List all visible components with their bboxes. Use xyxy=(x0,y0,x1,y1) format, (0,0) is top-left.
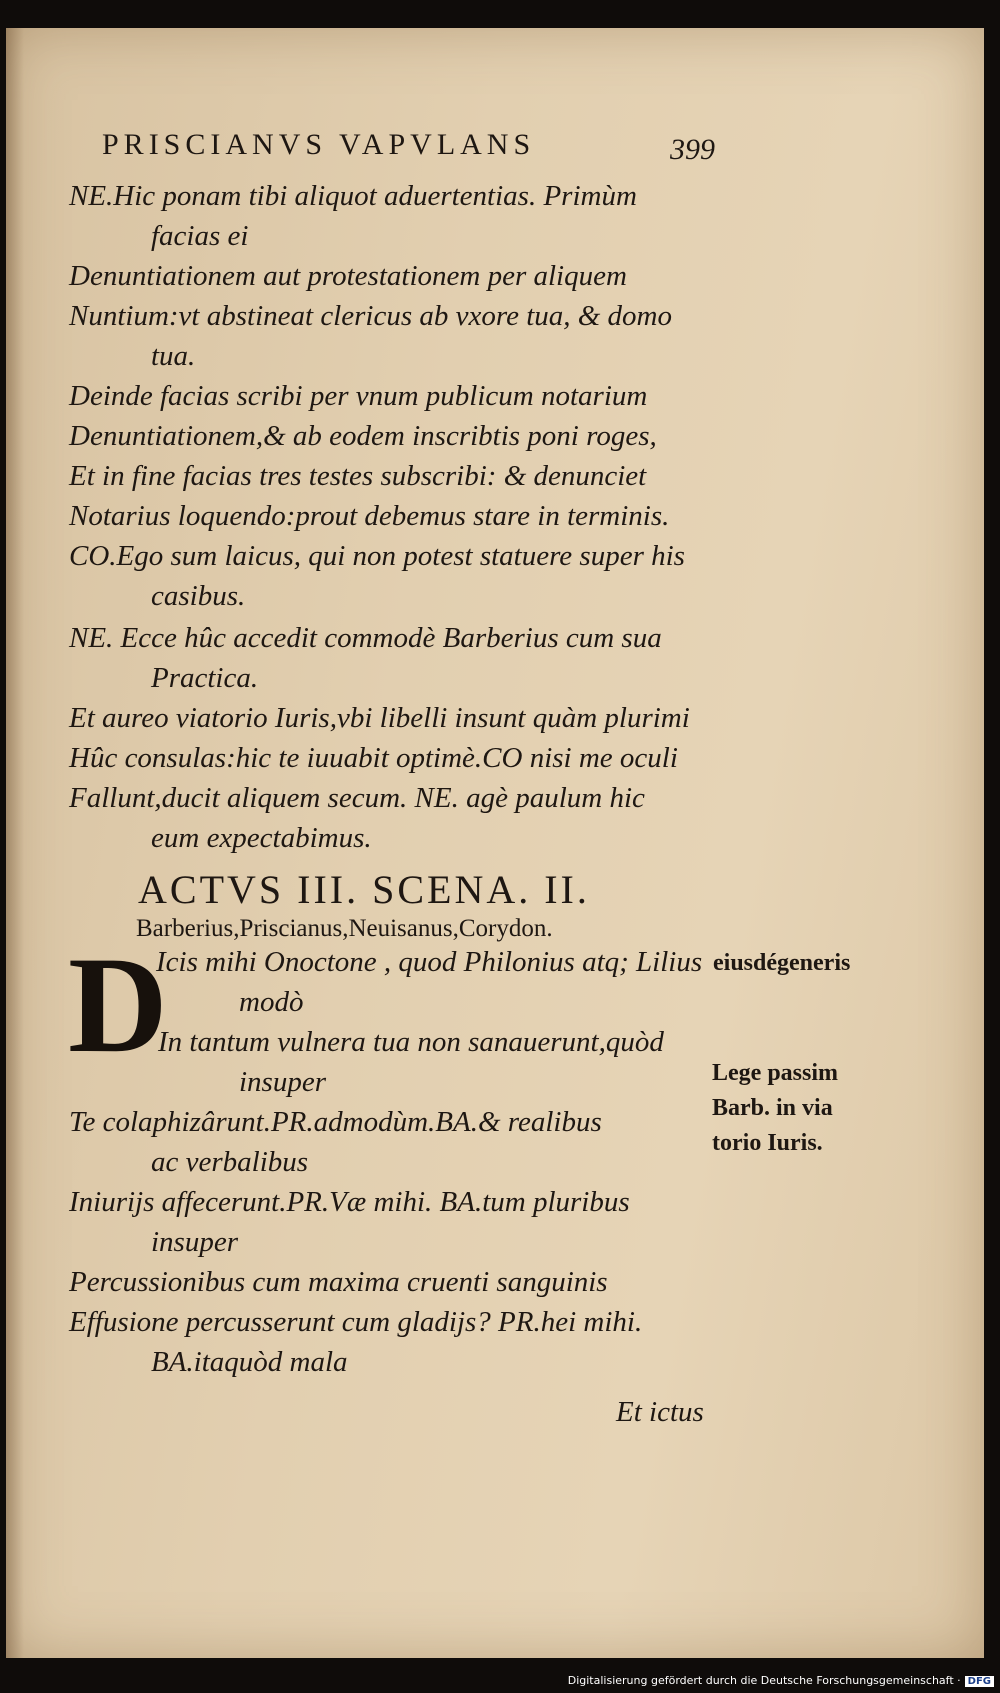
marginal-note: Lege passim xyxy=(712,1060,838,1086)
text-line: facias ei xyxy=(151,220,249,252)
text-line: NE.Hic ponam tibi aliquot aduertentias. Primùm xyxy=(69,180,637,212)
credit-text: Digitalisierung gefördert durch die Deutsche Forschungsgemeinschaft · xyxy=(567,1674,961,1687)
scene-heading: ACTVS III. SCENA. II. xyxy=(138,867,590,912)
text-line: Effusione percusserunt cum gladijs? PR.hei mihi. xyxy=(69,1306,643,1338)
text-line: Te colaphizârunt.PR.admodùm.BA.& realibus xyxy=(69,1106,602,1138)
digitization-credit xyxy=(568,1674,994,1687)
text-line: Denuntiationem aut protestationem per aliquem xyxy=(69,260,627,292)
book-page xyxy=(6,28,984,1658)
running-title: PRISCIANVS VAPVLANS xyxy=(102,128,536,161)
text-line: CO.Ego sum laicus, qui non potest statuere super his xyxy=(69,540,685,572)
cast-list: Barberius,Priscianus,Neuisanus,Corydon. xyxy=(136,915,553,942)
text-line: Deinde facias scribi per vnum publicum notarium xyxy=(69,380,648,412)
text-line: Fallunt,ducit aliquem secum. NE. agè paulum hic xyxy=(69,782,645,814)
marginal-note: torio Iuris. xyxy=(712,1130,823,1156)
text-line: tua. xyxy=(151,340,196,372)
text-line: Practica. xyxy=(151,662,259,694)
dfg-logo: DFG xyxy=(965,1676,994,1687)
drop-cap: D xyxy=(68,928,168,1081)
text-line: insuper xyxy=(151,1226,238,1258)
text-line: NE. Ecce hûc accedit commodè Barberius cum sua xyxy=(69,622,662,654)
text-line: casibus. xyxy=(151,580,246,612)
text-line: Percussionibus cum maxima cruenti sanguinis xyxy=(69,1266,608,1298)
page-number: 399 xyxy=(670,133,715,166)
text-line: Iniurijs affecerunt.PR.Væ mihi. BA.tum pluribus xyxy=(69,1186,630,1218)
text-line: BA.itaquòd mala xyxy=(151,1346,348,1378)
text-line: Et in fine facias tres testes subscribi: & denunciet xyxy=(69,460,647,492)
text-line: Notarius loquendo:prout debemus stare in terminis. xyxy=(69,500,670,532)
marginal-note: eiusdégeneris xyxy=(713,950,851,976)
text-line: modò xyxy=(239,986,304,1018)
text-line: ac verbalibus xyxy=(151,1146,309,1178)
text-line: Et aureo viatorio Iuris,vbi libelli insunt quàm plurimi xyxy=(69,702,690,734)
text-line: eum expectabimus. xyxy=(151,822,372,854)
text-line: Nuntium:vt abstineat clericus ab vxore tua, & domo xyxy=(69,300,672,332)
text-line: Denuntiationem,& ab eodem inscribtis poni roges, xyxy=(69,420,657,452)
text-line: Icis mihi Onoctone , quod Philonius atq; Lilius xyxy=(156,946,703,978)
text-line: In tantum vulnera tua non sanauerunt,quòd xyxy=(158,1026,664,1058)
text-line: Hûc consulas:hic te iuuabit optimè.CO nisi me oculi xyxy=(69,742,678,774)
catchword: Et ictus xyxy=(616,1396,704,1428)
marginal-note: Barb. in via xyxy=(712,1095,833,1121)
text-line: insuper xyxy=(239,1066,326,1098)
